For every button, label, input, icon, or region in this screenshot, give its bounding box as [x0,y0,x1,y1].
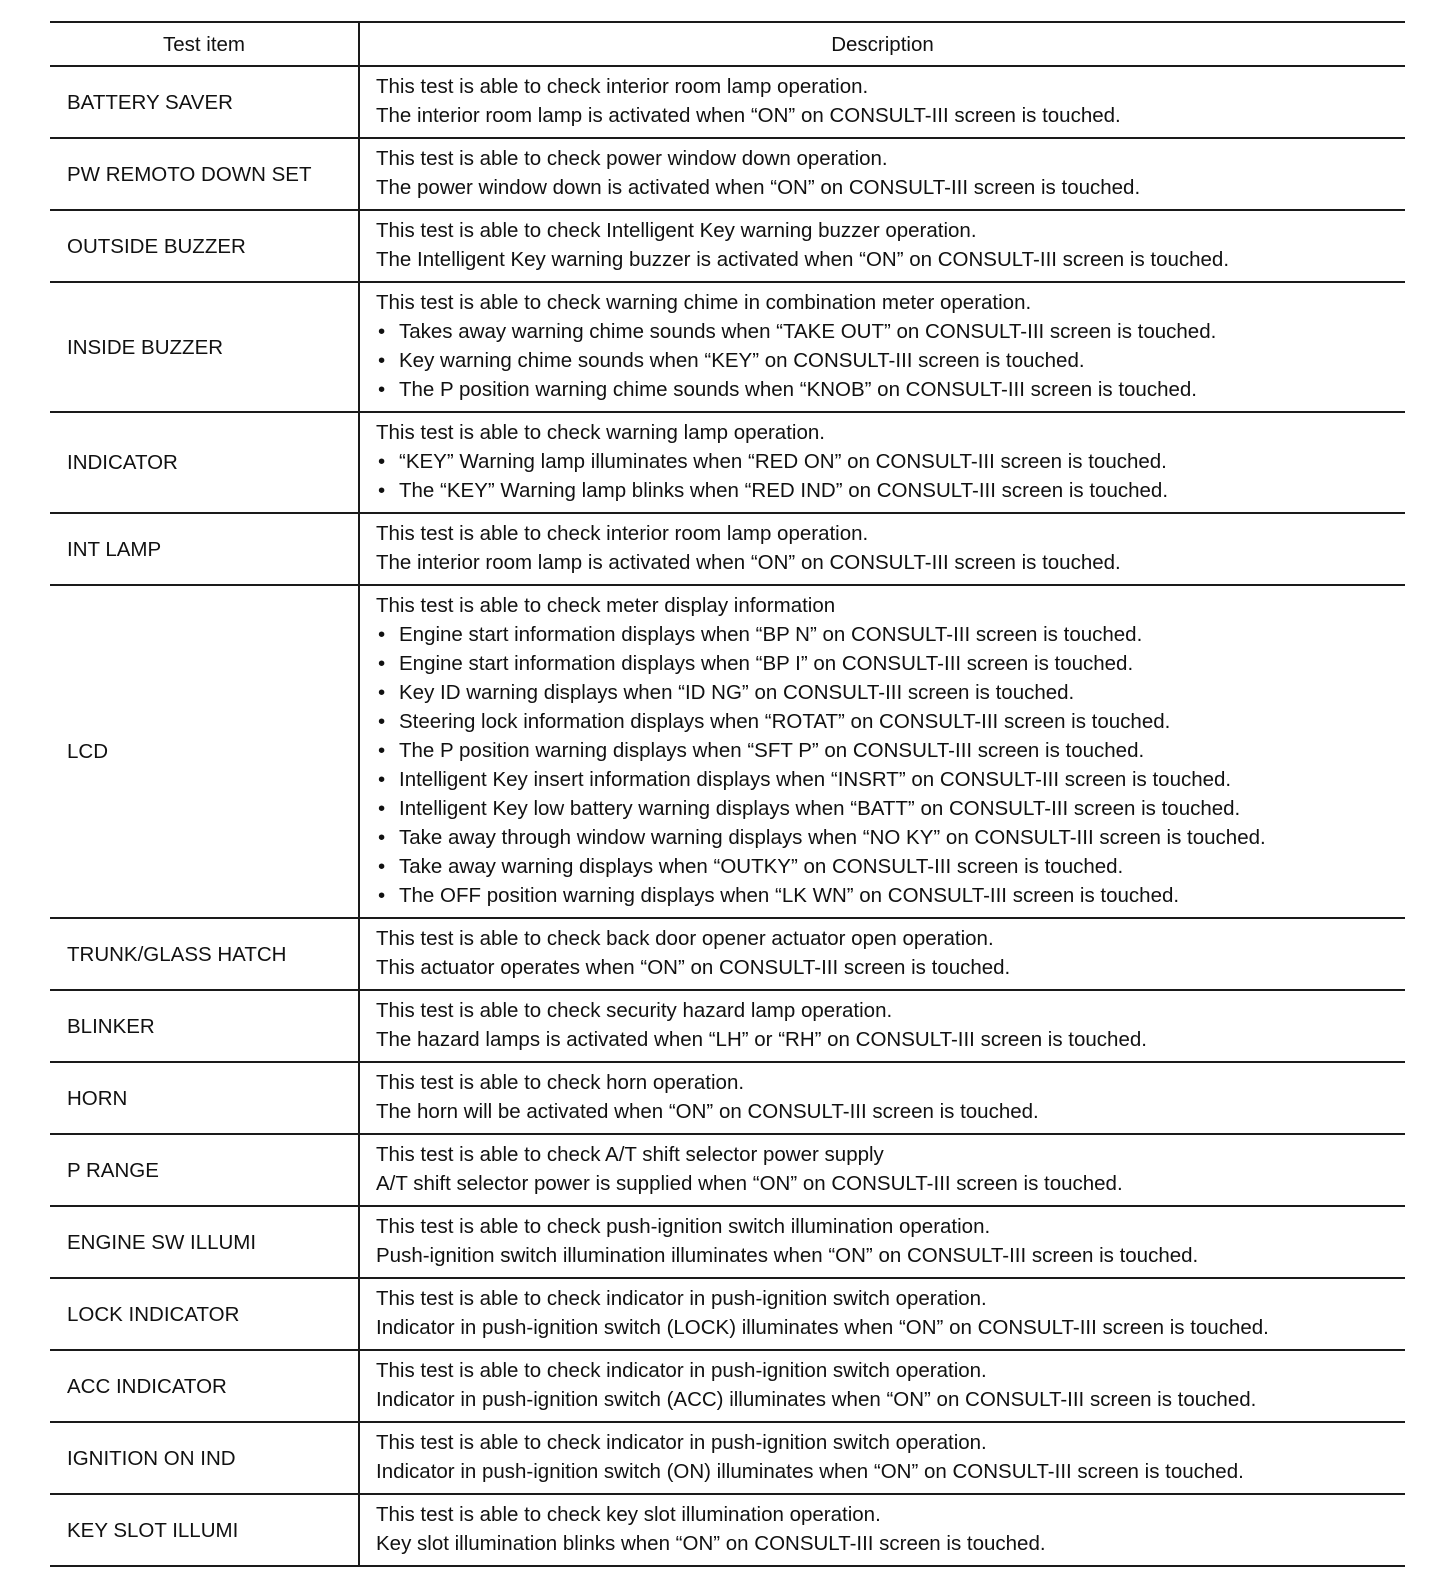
table-row [50,918,1405,990]
table-row [50,138,1405,210]
test-item-cell: PW REMOTO DOWN SET [50,138,359,210]
description-cell [359,1494,1405,1566]
table-row [50,210,1405,282]
table-row [50,1494,1405,1566]
table-row [50,513,1405,585]
description-bullet: • Engine start information displays when “BP I” on CONSULT-III screen is touched. [376,649,1401,678]
description-cell [359,1206,1405,1278]
description-bullet: • The P position warning chime sounds when “KNOB” on CONSULT-III screen is touched. [376,375,1401,404]
description-intro: This test is able to check indicator in push-ignition switch operation. [376,1359,987,1382]
description-detail: A/T shift selector power is supplied when “ON” on CONSULT-III screen is touched. [376,1172,1123,1195]
test-item-cell: IGNITION ON IND [50,1422,359,1494]
test-item-cell: HORN [50,1062,359,1134]
description-detail: The power window down is activated when “ON” on CONSULT-III screen is touched. [376,176,1141,199]
table-row [50,990,1405,1062]
test-item-cell: ACC INDICATOR [50,1350,359,1422]
description-cell [359,1062,1405,1134]
description-intro: This test is able to check A/T shift selector power supply [376,1143,884,1166]
table-row [50,1278,1405,1350]
table-row [50,282,1405,412]
description-detail: Indicator in push-ignition switch (ACC) illuminates when “ON” on CONSULT-III screen is touched. [376,1388,1257,1411]
description-intro: This test is able to check warning chime in combination meter operation. [376,291,1032,314]
description-intro: This test is able to check indicator in push-ignition switch operation. [376,1287,987,1310]
active-test-table [50,21,1405,1567]
description-bullet: • Intelligent Key insert information displays when “INSRT” on CONSULT-III screen is touched. [376,765,1401,794]
description-intro: This test is able to check interior room lamp operation. [376,522,869,545]
description-cell [359,1422,1405,1494]
description-intro: This test is able to check back door opener actuator open operation. [376,927,994,950]
description-intro: This test is able to check push-ignition switch illumination operation. [376,1215,991,1238]
description-intro: This test is able to check interior room lamp operation. [376,75,869,98]
test-item-cell: KEY SLOT ILLUMI [50,1494,359,1566]
test-item-column-header: Test item [50,22,359,66]
table-row [50,1350,1405,1422]
description-cell [359,1278,1405,1350]
table-row [50,66,1405,138]
description-cell [359,282,1405,412]
description-intro: This test is able to check power window down operation. [376,147,888,170]
test-item-cell: ENGINE SW ILLUMI [50,1206,359,1278]
description-intro: This test is able to check indicator in push-ignition switch operation. [376,1431,987,1454]
test-item-cell: P RANGE [50,1134,359,1206]
description-detail: The interior room lamp is activated when “ON” on CONSULT-III screen is touched. [376,551,1121,574]
description-bullet: • Take away through window warning displays when “NO KY” on CONSULT-III screen is touched. [376,823,1401,852]
test-item-cell: BLINKER [50,990,359,1062]
description-detail: The hazard lamps is activated when “LH” or “RH” on CONSULT-III screen is touched. [376,1028,1147,1051]
description-bullet: • Key warning chime sounds when “KEY” on CONSULT-III screen is touched. [376,346,1401,375]
description-intro: This test is able to check warning lamp operation. [376,421,825,444]
description-cell [359,513,1405,585]
description-cell [359,66,1405,138]
description-cell [359,210,1405,282]
description-bullet: • Key ID warning displays when “ID NG” on CONSULT-III screen is touched. [376,678,1401,707]
description-intro: This test is able to check Intelligent Key warning buzzer operation. [376,219,977,242]
test-item-cell: TRUNK/GLASS HATCH [50,918,359,990]
table-row [50,1062,1405,1134]
table-row [50,1206,1405,1278]
description-detail: Push-ignition switch illumination illuminates when “ON” on CONSULT-III screen is touched. [376,1244,1199,1267]
description-intro: This test is able to check meter display information [376,594,836,617]
test-item-cell: BATTERY SAVER [50,66,359,138]
description-bullet: • Intelligent Key low battery warning displays when “BATT” on CONSULT-III screen is touched. [376,794,1401,823]
description-cell [359,990,1405,1062]
description-cell [359,138,1405,210]
table-row [50,1134,1405,1206]
description-detail: The Intelligent Key warning buzzer is activated when “ON” on CONSULT-III screen is touched. [376,248,1230,271]
test-item-cell: INT LAMP [50,513,359,585]
description-cell [359,412,1405,513]
test-item-cell: LOCK INDICATOR [50,1278,359,1350]
description-detail: Indicator in push-ignition switch (ON) illuminates when “ON” on CONSULT-III screen is touched. [376,1460,1244,1483]
test-item-cell: OUTSIDE BUZZER [50,210,359,282]
test-item-cell: LCD [50,585,359,918]
description-intro: This test is able to check horn operation. [376,1071,745,1094]
description-bullet: • “KEY” Warning lamp illuminates when “RED ON” on CONSULT-III screen is touched. [376,447,1401,476]
description-column-header: Description [359,22,1405,66]
description-cell [359,585,1405,918]
test-item-cell: INDICATOR [50,412,359,513]
description-bullet: • The “KEY” Warning lamp blinks when “RED IND” on CONSULT-III screen is touched. [376,476,1401,505]
description-bullet: • Takes away warning chime sounds when “TAKE OUT” on CONSULT-III screen is touched. [376,317,1401,346]
description-bullet: • Engine start information displays when “BP N” on CONSULT-III screen is touched. [376,620,1401,649]
description-detail: Indicator in push-ignition switch (LOCK) illuminates when “ON” on CONSULT-III screen is touched. [376,1316,1269,1339]
description-bullet: • Take away warning displays when “OUTKY” on CONSULT-III screen is touched. [376,852,1401,881]
table-header-row [50,22,1405,66]
description-detail: Key slot illumination blinks when “ON” on CONSULT-III screen is touched. [376,1532,1046,1555]
description-cell [359,1134,1405,1206]
description-bullet: • Steering lock information displays when “ROTAT” on CONSULT-III screen is touched. [376,707,1401,736]
description-intro: This test is able to check security hazard lamp operation. [376,999,893,1022]
description-cell [359,918,1405,990]
table-row [50,412,1405,513]
description-detail: This actuator operates when “ON” on CONSULT-III screen is touched. [376,956,1011,979]
test-item-cell: INSIDE BUZZER [50,282,359,412]
description-bullet: • The P position warning displays when “SFT P” on CONSULT-III screen is touched. [376,736,1401,765]
table-row [50,585,1405,918]
table-row [50,1422,1405,1494]
description-intro: This test is able to check key slot illumination operation. [376,1503,881,1526]
description-cell [359,1350,1405,1422]
description-detail: The horn will be activated when “ON” on CONSULT-III screen is touched. [376,1100,1039,1123]
description-detail: The interior room lamp is activated when “ON” on CONSULT-III screen is touched. [376,104,1121,127]
description-bullet: • The OFF position warning displays when “LK WN” on CONSULT-III screen is touched. [376,881,1401,910]
